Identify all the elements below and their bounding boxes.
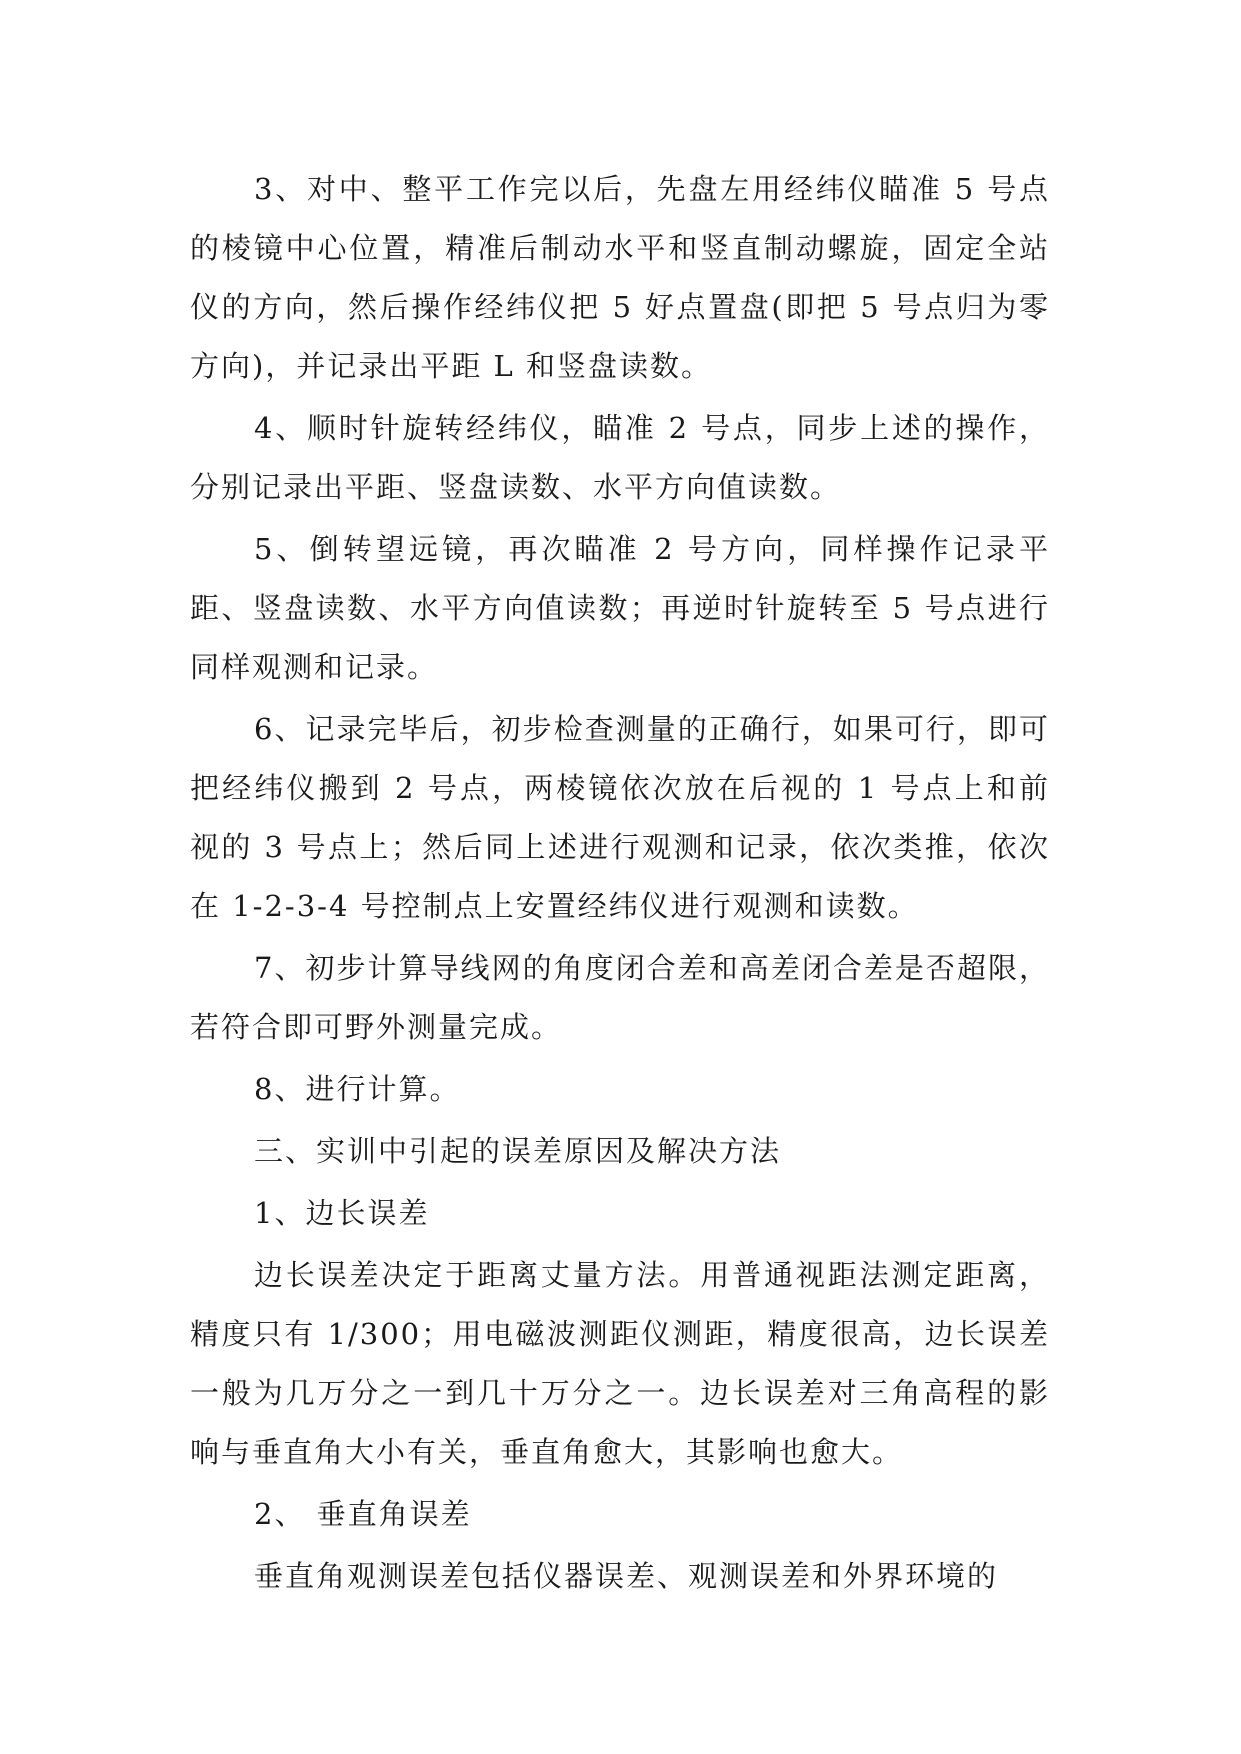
paragraph-step-6: 6、记录完毕后，初步检查测量的正确行，如果可行，即可把经纬仪搬到 2 号点，两棱镜依次放在后视的 1 号点上和前视的 3 号点上；然后同上述进行观测和记录，依次类推，依次在 1-2-3-4 号控制点上安置经纬仪进行观测和读数。 xyxy=(190,712,1050,923)
paragraph-step-3: 3、对中、整平工作完以后，先盘左用经纬仪瞄准 5 号点的棱镜中心位置，精准后制动水平和竖直制动螺旋，固定全站仪的方向，然后操作经纬仪把 5 好点置盘(即把 5 号点归为零方向)，并记录出平距 L 和竖盘读数。 xyxy=(190,172,1050,383)
paragraph-vertical-angle-error: 垂直角观测误差包括仪器误差、观测误差和外界环境的 xyxy=(254,1559,999,1593)
paragraph-side-length-error: 边长误差决定于距离丈量方法。用普通视距法测定距离，精度只有 1/300；用电磁波测距仪测距，精度很高，边长误差一般为几万分之一到几十万分之一。边长误差对三角高程的影响与垂直角大小有关，垂直角愈大，其影响也愈大。 xyxy=(190,1258,1050,1469)
paragraph-step-7: 7、初步计算导线网的角度闭合差和高差闭合差是否超限，若符合即可野外测量完成。 xyxy=(190,951,1050,1044)
paragraph-step-8: 8、进行计算。 xyxy=(254,1072,461,1106)
document-body xyxy=(190,160,1050,1606)
paragraph-step-4: 4、顺时针旋转经纬仪，瞄准 2 号点，同步上述的操作，分别记录出平距、竖盘读数、水平方向值读数。 xyxy=(190,411,1050,504)
subheading-vertical-angle-error: 2、 垂直角误差 xyxy=(254,1497,472,1531)
subheading-side-length-error: 1、边长误差 xyxy=(254,1196,430,1230)
section-heading-errors: 三、实训中引起的误差原因及解决方法 xyxy=(254,1134,782,1168)
paragraph-step-5: 5、倒转望远镜，再次瞄准 2 号方向，同样操作记录平距、竖盘读数、水平方向值读数；再逆时针旋转至 5 号点进行同样观测和记录。 xyxy=(190,532,1050,684)
